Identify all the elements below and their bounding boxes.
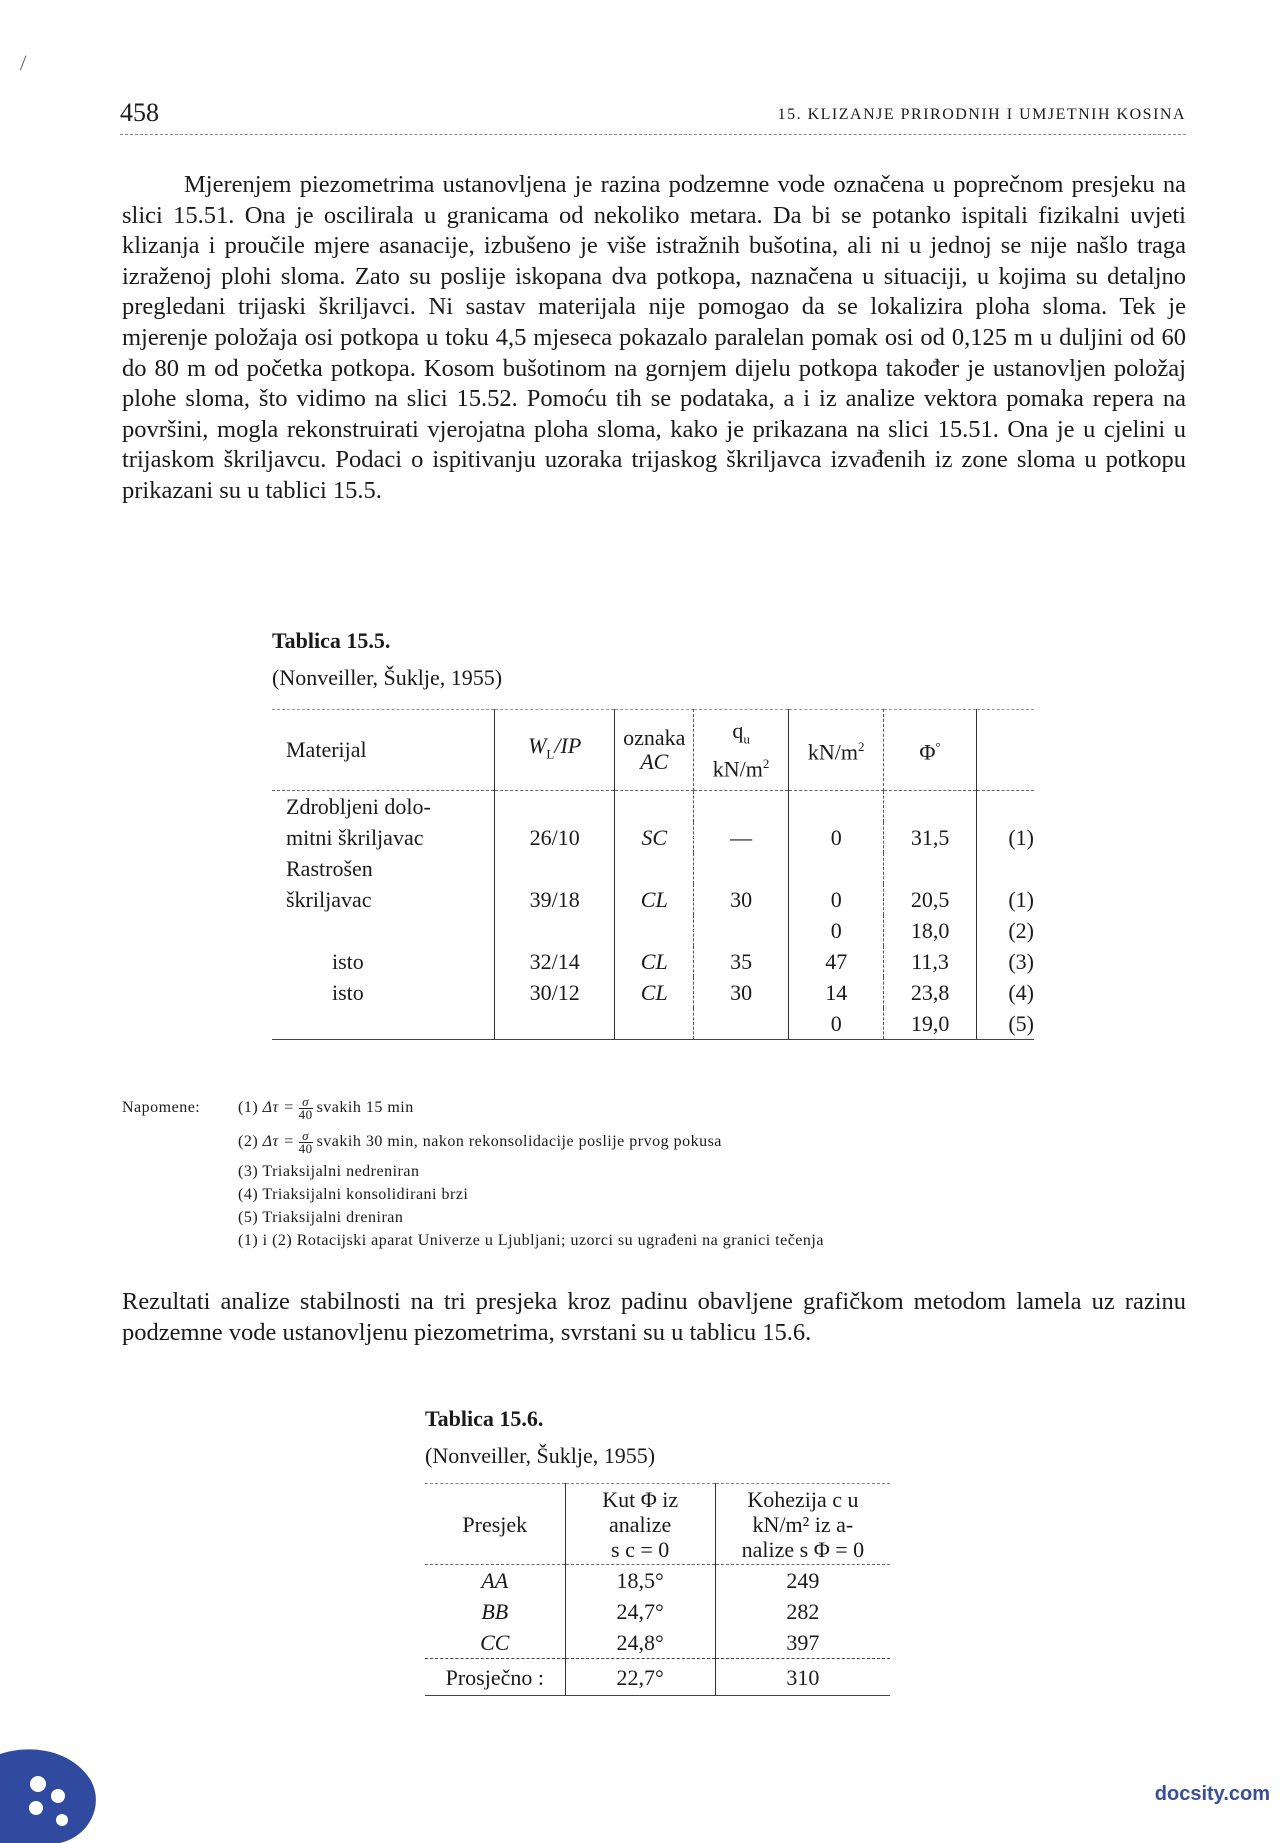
table-15-5 <box>272 709 1034 1040</box>
cell-wl-ip: 32/14 <box>494 946 615 977</box>
cell-ref: (2) <box>1008 918 1034 943</box>
oznaka-label: oznaka <box>623 725 686 750</box>
wl-w: W <box>528 732 547 758</box>
cell-qu: 30 <box>694 977 789 1008</box>
phi-symbol: Φ <box>919 739 936 765</box>
cell-phi: 20,5 <box>884 884 977 915</box>
note-3-text: (3) Triaksijalni nedreniran <box>238 1163 420 1180</box>
kut-line-1: Kut Φ iz <box>602 1486 679 1512</box>
cell-ref: (1) <box>1008 887 1034 912</box>
cell-average-kohezija: 310 <box>715 1659 890 1696</box>
cell-presjek: BB <box>481 1599 509 1624</box>
wl-sub: L <box>546 746 555 762</box>
cell-c: 14 <box>789 977 884 1008</box>
qu-unit: kN/m <box>712 755 763 781</box>
table-row <box>272 822 1034 853</box>
cell-kut: 24,7° <box>565 1596 715 1627</box>
running-head: 15. KLIZANJE PRIRODNIH I UMJETNIH KOSINA <box>777 106 1186 123</box>
col-presjek: Presjek <box>425 1484 565 1565</box>
note-2-fraction <box>299 1130 313 1155</box>
cell-wl-ip <box>494 791 615 823</box>
cell-wl-ip: 30/12 <box>494 977 615 1008</box>
note-2-frac-top: σ <box>299 1130 313 1143</box>
qu-q: q <box>732 718 744 744</box>
cell-ref: (1) <box>1008 825 1034 850</box>
cell-ac <box>615 915 694 946</box>
koh-line-3: nalize s Φ = 0 <box>741 1536 865 1562</box>
table-row <box>272 1008 1034 1040</box>
header-rule <box>120 134 1186 135</box>
cell-ac: CL <box>615 977 694 1008</box>
koh-line-2: kN/m² iz a- <box>752 1511 854 1537</box>
cell-materijal: Zdrobljeni dolo- <box>272 791 494 823</box>
cell-presjek: CC <box>480 1630 510 1655</box>
cell-materijal: mitni škriljavac <box>272 822 494 853</box>
cell-kut: 24,8° <box>565 1627 715 1659</box>
cell-c <box>789 791 884 823</box>
cell-materijal <box>272 915 494 946</box>
table-row <box>425 1627 890 1659</box>
cell-c <box>789 853 884 884</box>
col-qu <box>694 710 789 791</box>
average-row <box>425 1659 890 1696</box>
notes-label: Napomene: <box>122 1099 201 1116</box>
body-paragraph-1 <box>122 170 1186 507</box>
note-1-frac-bottom: 40 <box>298 1107 313 1122</box>
cell-c: 0 <box>789 884 884 915</box>
docsity-logo-icon <box>0 1744 100 1843</box>
cell-ac: CL <box>615 884 694 915</box>
note-1-text: svakih 15 min <box>316 1099 414 1117</box>
docsity-watermark: docsity.com <box>1154 1783 1270 1805</box>
col-phi <box>884 710 977 791</box>
body-paragraph-2: Rezultati analize stabilnosti na tri presjeka kroz padinu obavljene grafičkom metodom lamela uz razinu podzemne vode ustanovljenu piezometrima, svrstani su u tablicu 15.6. <box>122 1288 1186 1346</box>
cell-ref <box>976 791 1034 823</box>
cell-phi: 11,3 <box>884 946 977 977</box>
table-15-6-title: Tablica 15.6. <box>425 1406 544 1431</box>
cell-c: 0 <box>789 915 884 946</box>
cell-c: 47 <box>789 946 884 977</box>
table-row <box>272 791 1034 823</box>
table-15-5-title: Tablica 15.5. <box>272 628 391 653</box>
qu-unit-exp: 2 <box>762 755 770 771</box>
col-ref <box>976 710 1034 791</box>
koh-line-1: Kohezija c u <box>747 1486 859 1512</box>
table-row <box>272 915 1034 946</box>
cell-c: 0 <box>789 822 884 853</box>
cell-ac <box>615 791 694 823</box>
cell-ref <box>976 853 1034 884</box>
note-4-text: (4) Triaksijalni konsolidirani brzi <box>238 1186 469 1203</box>
cell-kohezija: 282 <box>786 1599 820 1624</box>
note-1-num: (1) <box>238 1099 259 1117</box>
cell-phi: 23,8 <box>884 977 977 1008</box>
cell-average-label: Prosječno : <box>425 1659 565 1696</box>
table-row <box>272 946 1034 977</box>
table-row <box>425 1565 890 1597</box>
table-row <box>272 884 1034 915</box>
table-row <box>272 977 1034 1008</box>
qu-sub: u <box>743 731 750 747</box>
kut-line-2: analize <box>609 1511 672 1537</box>
note-2-num: (2) <box>238 1133 259 1151</box>
cell-phi: 19,0 <box>884 1008 977 1040</box>
cell-c: 0 <box>789 1008 884 1040</box>
note-2-lhs: Δτ = <box>262 1133 295 1151</box>
note-5-text: (5) Triaksijalni dreniran <box>238 1209 404 1226</box>
page-number: 458 <box>120 98 159 127</box>
cell-ref: (4) <box>1008 980 1034 1005</box>
cell-qu <box>694 853 789 884</box>
cell-wl-ip <box>494 915 615 946</box>
table-row <box>272 853 1034 884</box>
cell-ac: SC <box>615 822 694 853</box>
cell-phi <box>884 791 977 823</box>
cell-kut: 18,5° <box>565 1565 715 1597</box>
col-kohezija <box>715 1484 890 1565</box>
col-oznaka <box>615 710 694 791</box>
cell-ac <box>615 853 694 884</box>
table-15-6-source: (Nonveiller, Šuklje, 1955) <box>425 1443 656 1468</box>
col-kut <box>565 1484 715 1565</box>
cell-qu <box>694 1008 789 1040</box>
cell-ac <box>615 1008 694 1040</box>
note-2-body <box>238 1130 722 1155</box>
cell-presjek: AA <box>481 1568 509 1593</box>
kut-line-3: s c = 0 <box>611 1536 670 1562</box>
cell-phi: 31,5 <box>884 822 977 853</box>
note-2-text: svakih 30 min, nakon rekonsolidacije poslije prvog pokusa <box>316 1133 722 1151</box>
cell-phi: 18,0 <box>884 915 977 946</box>
note-2-frac-bottom: 40 <box>298 1141 313 1156</box>
cell-materijal: isto <box>272 977 494 1008</box>
cell-materijal <box>272 1008 494 1040</box>
cell-wl-ip <box>494 853 615 884</box>
table-15-5-source: (Nonveiller, Šuklje, 1955) <box>272 665 503 690</box>
note-1-body <box>238 1096 414 1121</box>
c-unit-exp: 2 <box>858 739 865 755</box>
cell-qu <box>694 791 789 823</box>
cell-materijal: isto <box>272 946 494 977</box>
cell-materijal: Rastrošen <box>272 853 494 884</box>
cell-qu: 30 <box>694 884 789 915</box>
cell-ac: CL <box>615 946 694 977</box>
cell-qu: — <box>694 822 789 853</box>
cell-ref: (3) <box>1008 949 1034 974</box>
col-c <box>789 710 884 791</box>
c-unit: kN/m <box>807 739 859 765</box>
note-1-frac-top: σ <box>299 1096 313 1109</box>
wl-rest: /IP <box>554 732 582 758</box>
cell-wl-ip: 39/18 <box>494 884 615 915</box>
paragraph-1-text: Mjerenjem piezometrima ustanovljena je razina podzemne vode označena u poprečnom presjeku na slici 15.51. Ona je oscilirala u granicama od nekoliko metara. Da bi se potanko ispitali fizikalni uvjeti klizanja i proučile mjere asanacije, izbušeno je više istražnih bušotina, ali ni u jednoj se nije našlo traga izraženoj plohi sloma. Zato su poslije iskopana dva potkopa, naznačena u situaciji, u kojima su detaljno pregledani trijaski škriljavci. Ni sastav materijala nije pomogao da se lokalizira ploha sloma. Tek je mjerenje položaja osi potkopa u toku 4,5 mjeseca pokazalo paralelan pomak osi od 0,125 m u duljini od 60 do 80 m od početka potkopa. Kosom bušotinom na gornjem dijelu potkopa također je ustanovljen položaj plohe sloma, što vidimo na slici 15.52. Pomoću tih se podataka, a i iz analize vektora pomaka repera na površini, mogla rekonstruirati vjerojatna ploha sloma, kako je prikazana na slici 15.51. Ona je u cjelini u trijaskom škriljavcu. Podaci o ispitivanju uzoraka trijaskog škriljavca izvađenih iz zone sloma u potkopu prikazani su u tablici 15.5. <box>122 171 1186 504</box>
note-6-text: (1) i (2) Rotacijski aparat Univerze u Ljubljani; uzorci su ugrađeni na granici tečenja <box>238 1232 824 1249</box>
table-row <box>425 1596 890 1627</box>
cell-qu <box>694 915 789 946</box>
cell-qu: 35 <box>694 946 789 977</box>
cell-kohezija: 249 <box>786 1568 820 1593</box>
col-materijal: Materijal <box>272 710 494 791</box>
note-1-lhs: Δτ = <box>262 1099 295 1117</box>
cell-materijal: škriljavac <box>272 884 494 915</box>
col-wl-ip <box>494 710 615 791</box>
cell-phi <box>884 853 977 884</box>
oznaka-ac: AC <box>640 749 669 774</box>
cell-average-kut: 22,7° <box>565 1659 715 1696</box>
table-15-6 <box>425 1483 890 1696</box>
scan-corner-mark: \ <box>13 51 34 75</box>
phi-degree: ° <box>935 739 941 755</box>
cell-kohezija: 397 <box>786 1630 820 1655</box>
cell-ref: (5) <box>976 1008 1034 1040</box>
cell-wl-ip: 26/10 <box>494 822 615 853</box>
cell-wl-ip <box>494 1008 615 1040</box>
note-1-fraction <box>299 1096 313 1121</box>
